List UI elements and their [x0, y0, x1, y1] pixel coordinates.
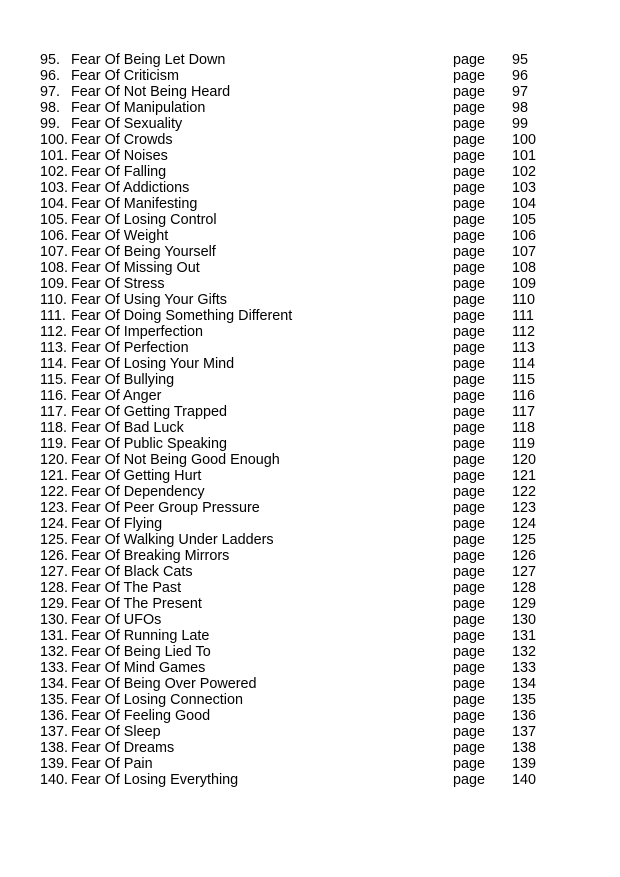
toc-entry — [0, 580, 620, 596]
page-label: page — [453, 452, 486, 468]
page-label: page — [453, 308, 486, 324]
entry-number: 109. — [40, 276, 69, 292]
table-of-contents — [0, 52, 620, 788]
entry-title: Fear Of Getting Hurt — [71, 468, 202, 484]
entry-number: 106. — [40, 228, 69, 244]
entry-title: Fear Of Imperfection — [71, 324, 203, 340]
entry-number: 115. — [40, 372, 67, 388]
toc-entry — [0, 420, 620, 436]
page-number: 107 — [512, 244, 537, 260]
entry-title: Fear Of Perfection — [71, 340, 189, 356]
page-label: page — [453, 596, 486, 612]
entry-number: 112. — [40, 324, 67, 340]
page-label: page — [453, 644, 486, 660]
toc-entry — [0, 276, 620, 292]
page-number: 111 — [512, 308, 534, 324]
entry-title: Fear Of Crowds — [71, 132, 173, 148]
entry-title: Fear Of Dependency — [71, 484, 205, 500]
page-number: 112 — [512, 324, 535, 340]
page-label: page — [453, 612, 486, 628]
page-label: page — [453, 564, 486, 580]
entry-title: Fear Of Sleep — [71, 724, 161, 740]
page-number: 136 — [512, 708, 537, 724]
entry-title: Fear Of Bad Luck — [71, 420, 184, 436]
page-label: page — [453, 740, 486, 756]
entry-title: Fear Of Mind Games — [71, 660, 206, 676]
entry-title: Fear Of Sexuality — [71, 116, 183, 132]
page-number: 132 — [512, 644, 537, 660]
page-label: page — [453, 756, 486, 772]
entry-title: Fear Of Peer Group Pressure — [71, 500, 260, 516]
entry-title: Fear Of Falling — [71, 164, 167, 180]
toc-entry — [0, 404, 620, 420]
page-number: 140 — [512, 772, 537, 788]
toc-entry — [0, 116, 620, 132]
page-label: page — [453, 84, 486, 100]
page-label: page — [453, 292, 486, 308]
page-label: page — [453, 708, 486, 724]
toc-entry — [0, 436, 620, 452]
page-number: 104 — [512, 196, 537, 212]
page-number: 98 — [512, 100, 529, 116]
entry-number: 98. — [40, 100, 61, 116]
page-number: 101 — [512, 148, 537, 164]
toc-entry — [0, 644, 620, 660]
toc-entry — [0, 612, 620, 628]
page-label: page — [453, 724, 486, 740]
entry-title: Fear Of Losing Control — [71, 212, 217, 228]
toc-entry — [0, 388, 620, 404]
entry-title: Fear Of Weight — [71, 228, 169, 244]
page-label: page — [453, 68, 486, 84]
page-number: 120 — [512, 452, 537, 468]
entry-number: 114. — [40, 356, 67, 372]
entry-title: Fear Of Not Being Good Enough — [71, 452, 280, 468]
page-label: page — [453, 548, 486, 564]
entry-title: Fear Of Public Speaking — [71, 436, 227, 452]
entry-number: 136. — [40, 708, 69, 724]
entry-title: Fear Of Using Your Gifts — [71, 292, 227, 308]
toc-entry — [0, 308, 620, 324]
page-label: page — [453, 196, 486, 212]
entry-number: 111. — [40, 308, 66, 324]
entry-title: Fear Of Being Yourself — [71, 244, 216, 260]
page-label: page — [453, 516, 486, 532]
toc-entry — [0, 676, 620, 692]
entry-title: Fear Of Anger — [71, 388, 162, 404]
toc-entry — [0, 100, 620, 116]
page-number: 118 — [512, 420, 535, 436]
toc-entry — [0, 324, 620, 340]
page-label: page — [453, 484, 486, 500]
entry-number: 124. — [40, 516, 69, 532]
page-label: page — [453, 260, 486, 276]
entry-title: Fear Of Manipulation — [71, 100, 206, 116]
page-label: page — [453, 420, 486, 436]
page-number: 119 — [512, 436, 535, 452]
entry-number: 137. — [40, 724, 69, 740]
entry-number: 99. — [40, 116, 61, 132]
entry-title: Fear Of UFOs — [71, 612, 162, 628]
toc-entry — [0, 356, 620, 372]
entry-title: Fear Of Being Let Down — [71, 52, 226, 68]
page-number: 134 — [512, 676, 537, 692]
page-number: 133 — [512, 660, 537, 676]
toc-entry — [0, 468, 620, 484]
toc-entry — [0, 84, 620, 100]
page-number: 97 — [512, 84, 529, 100]
page-number: 127 — [512, 564, 537, 580]
entry-title: Fear Of Stress — [71, 276, 165, 292]
entry-number: 122. — [40, 484, 69, 500]
entry-number: 107. — [40, 244, 69, 260]
page-number: 125 — [512, 532, 537, 548]
entry-number: 131. — [40, 628, 69, 644]
page-label: page — [453, 468, 486, 484]
page-number: 106 — [512, 228, 537, 244]
entry-number: 117. — [40, 404, 67, 420]
page-label: page — [453, 324, 486, 340]
page-number: 100 — [512, 132, 537, 148]
toc-entry — [0, 596, 620, 612]
page-number: 122 — [512, 484, 537, 500]
page-label: page — [453, 388, 486, 404]
toc-entry — [0, 532, 620, 548]
page-number: 110 — [512, 292, 535, 308]
entry-title: Fear Of Bullying — [71, 372, 175, 388]
entry-title: Fear Of Losing Connection — [71, 692, 243, 708]
page-label: page — [453, 772, 486, 788]
page-number: 128 — [512, 580, 537, 596]
entry-number: 96. — [40, 68, 61, 84]
page-label: page — [453, 164, 486, 180]
toc-entry — [0, 564, 620, 580]
toc-entry — [0, 708, 620, 724]
page-number: 115 — [512, 372, 535, 388]
entry-title: Fear Of Losing Your Mind — [71, 356, 235, 372]
entry-number: 123. — [40, 500, 69, 516]
toc-entry — [0, 212, 620, 228]
page-number: 103 — [512, 180, 537, 196]
entry-title: Fear Of Criticism — [71, 68, 179, 84]
toc-entry — [0, 500, 620, 516]
entry-title: Fear Of Walking Under Ladders — [71, 532, 274, 548]
entry-number: 102. — [40, 164, 69, 180]
entry-number: 116. — [40, 388, 67, 404]
entry-number: 129. — [40, 596, 69, 612]
entry-title: Fear Of Doing Something Different — [71, 308, 293, 324]
page-label: page — [453, 132, 486, 148]
entry-title: Fear Of Manifesting — [71, 196, 198, 212]
entry-title: Fear Of Dreams — [71, 740, 175, 756]
toc-entry — [0, 164, 620, 180]
page-number: 139 — [512, 756, 537, 772]
toc-entry — [0, 196, 620, 212]
page-label: page — [453, 676, 486, 692]
page-label: page — [453, 500, 486, 516]
page-number: 121 — [512, 468, 537, 484]
entry-number: 121. — [40, 468, 69, 484]
page-label: page — [453, 628, 486, 644]
entry-title: Fear Of Black Cats — [71, 564, 193, 580]
entry-title: Fear Of Flying — [71, 516, 163, 532]
page-label: page — [453, 340, 486, 356]
entry-number: 138. — [40, 740, 69, 756]
entry-title: Fear Of Noises — [71, 148, 168, 164]
toc-entry — [0, 452, 620, 468]
toc-entry — [0, 484, 620, 500]
entry-title: Fear Of Breaking Mirrors — [71, 548, 230, 564]
toc-entry — [0, 292, 620, 308]
toc-entry — [0, 244, 620, 260]
page-number: 102 — [512, 164, 537, 180]
entry-number: 132. — [40, 644, 69, 660]
entry-number: 101. — [40, 148, 69, 164]
entry-number: 104. — [40, 196, 69, 212]
entry-number: 113. — [40, 340, 67, 356]
entry-title: Fear Of Pain — [71, 756, 153, 772]
toc-entry — [0, 372, 620, 388]
toc-entry — [0, 340, 620, 356]
toc-entry — [0, 260, 620, 276]
page-number: 135 — [512, 692, 537, 708]
entry-title: Fear Of Addictions — [71, 180, 190, 196]
toc-entry — [0, 180, 620, 196]
entry-number: 95. — [40, 52, 61, 68]
entry-number: 118. — [40, 420, 67, 436]
toc-entry — [0, 516, 620, 532]
entry-title: Fear Of Feeling Good — [71, 708, 211, 724]
page-label: page — [453, 436, 486, 452]
entry-number: 126. — [40, 548, 69, 564]
entry-number: 120. — [40, 452, 69, 468]
page-label: page — [453, 356, 486, 372]
toc-entry — [0, 724, 620, 740]
entry-title: Fear Of Not Being Heard — [71, 84, 231, 100]
toc-entry — [0, 52, 620, 68]
page-number: 114 — [512, 356, 535, 372]
toc-entry — [0, 628, 620, 644]
page-label: page — [453, 52, 486, 68]
toc-entry — [0, 756, 620, 772]
page-number: 129 — [512, 596, 537, 612]
page-label: page — [453, 244, 486, 260]
page-label: page — [453, 116, 486, 132]
entry-number: 140. — [40, 772, 69, 788]
page-number: 96 — [512, 68, 529, 84]
page-number: 109 — [512, 276, 537, 292]
page-number: 105 — [512, 212, 537, 228]
entry-number: 119. — [40, 436, 67, 452]
toc-entry — [0, 548, 620, 564]
page-label: page — [453, 532, 486, 548]
entry-title: Fear Of The Present — [71, 596, 202, 612]
page-number: 130 — [512, 612, 537, 628]
entry-title: Fear Of Running Late — [71, 628, 210, 644]
entry-number: 105. — [40, 212, 69, 228]
entry-title: Fear Of The Past — [71, 580, 182, 596]
page-number: 95 — [512, 52, 529, 68]
entry-number: 125. — [40, 532, 69, 548]
entry-number: 103. — [40, 180, 69, 196]
page-number: 108 — [512, 260, 537, 276]
entry-title: Fear Of Being Lied To — [71, 644, 211, 660]
entry-number: 139. — [40, 756, 69, 772]
page-number: 131 — [512, 628, 537, 644]
entry-number: 128. — [40, 580, 69, 596]
entry-number: 127. — [40, 564, 69, 580]
page-number: 113 — [512, 340, 535, 356]
entry-number: 108. — [40, 260, 69, 276]
page-label: page — [453, 228, 486, 244]
toc-entry — [0, 68, 620, 84]
toc-entry — [0, 148, 620, 164]
page-number: 123 — [512, 500, 537, 516]
entry-number: 97. — [40, 84, 61, 100]
entry-number: 100. — [40, 132, 69, 148]
entry-number: 135. — [40, 692, 69, 708]
page-label: page — [453, 148, 486, 164]
entry-title: Fear Of Missing Out — [71, 260, 200, 276]
entry-title: Fear Of Getting Trapped — [71, 404, 227, 420]
page-label: page — [453, 404, 486, 420]
page-label: page — [453, 212, 486, 228]
entry-number: 133. — [40, 660, 69, 676]
page-label: page — [453, 180, 486, 196]
toc-entry — [0, 772, 620, 788]
page-label: page — [453, 660, 486, 676]
entry-number: 110. — [40, 292, 67, 308]
page-number: 137 — [512, 724, 537, 740]
entry-title: Fear Of Being Over Powered — [71, 676, 257, 692]
entry-number: 134. — [40, 676, 69, 692]
entry-title: Fear Of Losing Everything — [71, 772, 239, 788]
page-label: page — [453, 372, 486, 388]
page-number: 124 — [512, 516, 537, 532]
page-number: 99 — [512, 116, 529, 132]
page-number: 117 — [512, 404, 535, 420]
toc-entry — [0, 740, 620, 756]
toc-entry — [0, 132, 620, 148]
page-label: page — [453, 692, 486, 708]
page-label: page — [453, 276, 486, 292]
page-number: 126 — [512, 548, 537, 564]
toc-entry — [0, 228, 620, 244]
page-number: 116 — [512, 388, 535, 404]
page-label: page — [453, 580, 486, 596]
page-number: 138 — [512, 740, 537, 756]
entry-number: 130. — [40, 612, 69, 628]
page-label: page — [453, 100, 486, 116]
toc-entry — [0, 660, 620, 676]
toc-entry — [0, 692, 620, 708]
